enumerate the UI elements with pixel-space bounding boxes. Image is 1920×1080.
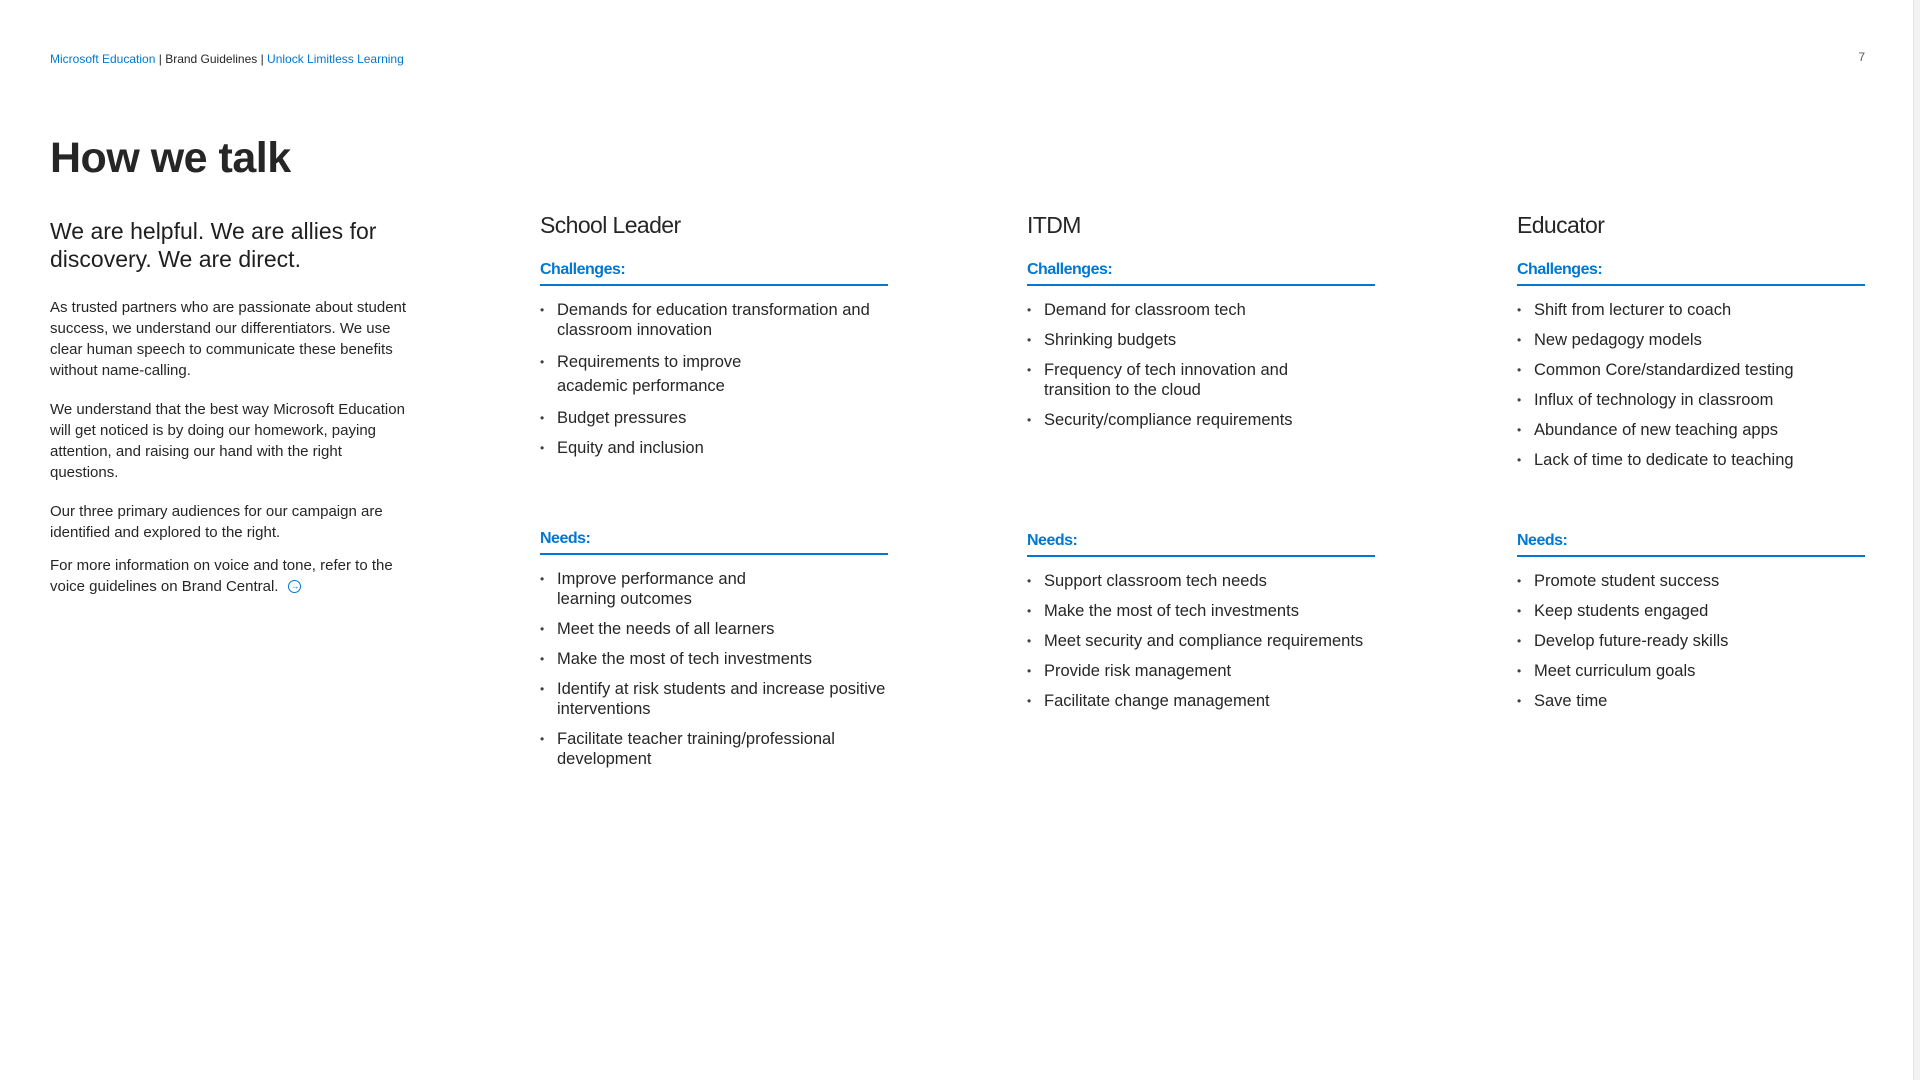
list-item: • Demand for classroom tech xyxy=(1027,300,1375,320)
tagline: We are helpful. We are allies for discovery. We are direct. xyxy=(50,218,377,272)
audience-title: Educator xyxy=(1517,212,1605,238)
audience-column-educator xyxy=(1517,212,1865,710)
intro-paragraph: We understand that the best way Microsoft Education will get noticed is by doing our homework, paying attention, and raising our hand with the right questions. xyxy=(50,401,405,481)
needs-list xyxy=(540,569,888,769)
list-item: • New pedagogy models xyxy=(1517,330,1865,350)
needs-heading: Needs: xyxy=(1517,532,1865,557)
header-separator: | xyxy=(257,52,268,66)
needs-list xyxy=(1027,571,1375,711)
list-item: • Budget pressures xyxy=(540,408,888,428)
list-item: • Support classroom tech needs xyxy=(1027,571,1375,591)
challenges-heading: Challenges: xyxy=(540,261,888,286)
intro-section xyxy=(50,217,410,615)
list-item: • Facilitate teacher training/professional development xyxy=(540,729,888,769)
audience-title: School Leader xyxy=(540,212,681,238)
list-item: • Influx of technology in classroom xyxy=(1517,390,1865,410)
header-separator: | xyxy=(155,52,166,66)
list-item: • Make the most of tech investments xyxy=(1027,601,1375,621)
intro-paragraph: As trusted partners who are passionate about student success, we understand our differentiators. We use clear human speech to communicate these benefits without name-calling. xyxy=(50,299,407,379)
needs-heading: Needs: xyxy=(540,530,888,555)
needs-block xyxy=(1517,532,1865,721)
header-breadcrumb xyxy=(50,52,404,66)
intro-paragraph: Our three primary audiences for our campaign are identified and explored to the right. xyxy=(50,503,383,541)
challenges-heading: Challenges: xyxy=(1027,261,1375,286)
list-item: • Save time xyxy=(1517,691,1865,711)
brand-link[interactable]: Microsoft Education xyxy=(50,52,156,66)
list-item: • Requirements to improve academic performance xyxy=(540,350,807,398)
list-item: • Improve performance and learning outcomes xyxy=(540,569,797,609)
list-item: • Identify at risk students and increase positive interventions xyxy=(540,679,888,719)
audience-title: ITDM xyxy=(1027,212,1081,238)
list-item: • Provide risk management xyxy=(1027,661,1375,681)
intro-paragraph xyxy=(50,555,410,597)
challenges-list xyxy=(1027,300,1375,430)
list-item: • Abundance of new teaching apps xyxy=(1517,420,1865,440)
list-item: • Equity and inclusion xyxy=(540,438,888,458)
needs-block xyxy=(540,530,888,779)
challenges-list xyxy=(1517,300,1865,470)
needs-heading: Needs: xyxy=(1027,532,1375,557)
list-item: • Make the most of tech investments xyxy=(540,649,888,669)
circle-arrow-icon[interactable]: → xyxy=(290,581,300,591)
list-item: • Shift from lecturer to coach xyxy=(1517,300,1865,320)
list-item: • Facilitate change management xyxy=(1027,691,1375,711)
list-item: • Meet security and compliance requirements xyxy=(1027,631,1375,651)
list-item: • Common Core/standardized testing xyxy=(1517,360,1865,380)
list-item: • Frequency of tech innovation and transition to the cloud xyxy=(1027,360,1334,400)
header-section: Brand Guidelines xyxy=(165,52,258,66)
scrollbar[interactable] xyxy=(1913,0,1920,1080)
challenges-list xyxy=(540,300,888,458)
needs-block xyxy=(1027,532,1375,721)
campaign-link[interactable]: Unlock Limitless Learning xyxy=(267,52,404,66)
list-item: • Demands for education transformation and classroom innovation xyxy=(540,300,888,340)
audience-column-school-leader xyxy=(540,212,888,768)
needs-list xyxy=(1517,571,1865,711)
list-item: • Develop future-ready skills xyxy=(1517,631,1865,651)
list-item: • Meet the needs of all learners xyxy=(540,619,888,639)
list-item: • Shrinking budgets xyxy=(1027,330,1375,350)
voice-guidelines-text: For more information on voice and tone, refer to the voice guidelines on Brand Central. xyxy=(50,557,393,595)
challenges-heading: Challenges: xyxy=(1517,261,1865,286)
list-item: • Keep students engaged xyxy=(1517,601,1865,621)
list-item: • Promote student success xyxy=(1517,571,1865,591)
audience-column-itdm xyxy=(1027,212,1375,710)
page-number: 7 xyxy=(1858,50,1865,64)
list-item: • Lack of time to dedicate to teaching xyxy=(1517,450,1865,470)
list-item: • Security/compliance requirements xyxy=(1027,410,1375,430)
list-item: • Meet curriculum goals xyxy=(1517,661,1865,681)
page-title: How we talk xyxy=(50,134,291,182)
